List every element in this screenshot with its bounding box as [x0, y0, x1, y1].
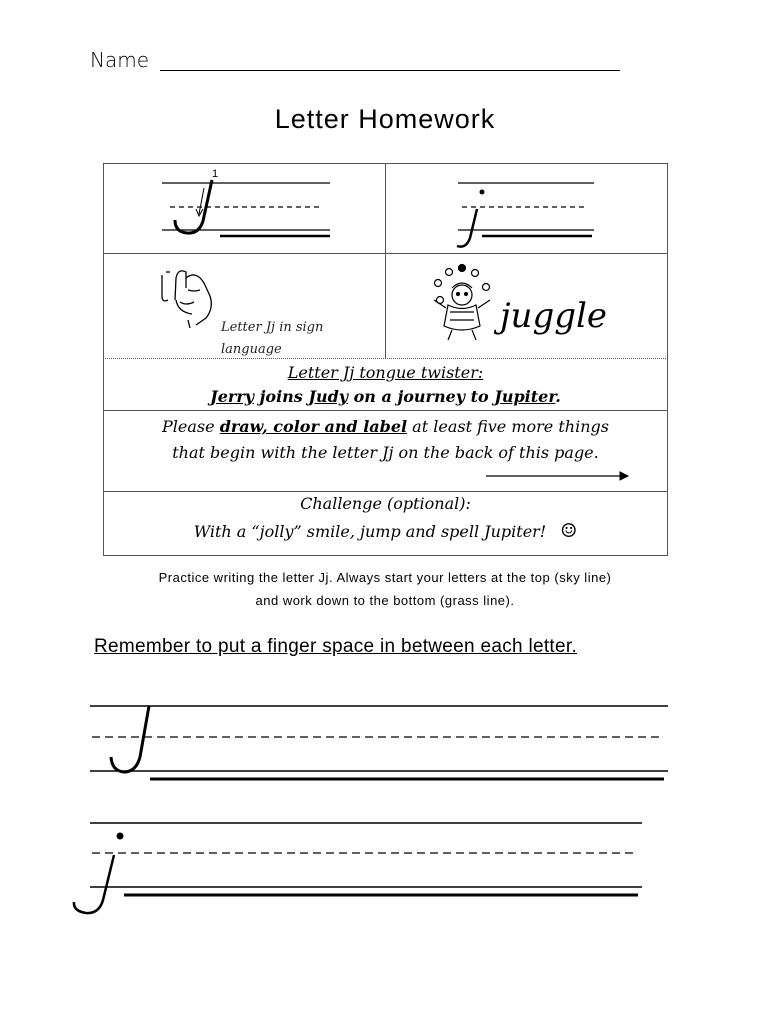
- tt-word: Jerry: [210, 387, 255, 406]
- arrow-right-icon: [486, 472, 628, 480]
- practice-line2: and work down to the bottom (grass line).: [255, 593, 515, 608]
- lowercase-j-model: [457, 183, 594, 247]
- instruction: [103, 414, 668, 466]
- practice-line1: Practice writing the letter Jj. Always start your letters at the top (sky line): [158, 570, 612, 585]
- name-label: Name: [90, 48, 150, 72]
- practice-instructions: [0, 566, 770, 612]
- instruction-pre: Please: [162, 417, 220, 436]
- hand-sign-j-icon: [162, 271, 211, 328]
- page-title: Letter Homework: [274, 104, 496, 134]
- tt-word: Jupiter: [494, 387, 556, 406]
- tt-text: joins: [254, 387, 309, 406]
- tongue-twister: [103, 387, 668, 406]
- picture-word: juggle: [500, 296, 607, 336]
- smiley-icon: ☺: [560, 520, 578, 542]
- juggler-clown-icon: [434, 265, 490, 341]
- stroke-number: 1: [212, 168, 219, 180]
- tt-text: on a journey to: [348, 387, 495, 406]
- reminder: Remember to put a finger space in between each letter.: [94, 636, 578, 657]
- tt-text: .: [555, 387, 561, 406]
- challenge-text: With a “jolly” smile, jump and spell Jupiter!: [193, 522, 547, 541]
- instruction-post: at least five more things: [407, 417, 609, 436]
- tt-word: Judy: [308, 387, 349, 406]
- uppercase-j-model: [162, 180, 330, 236]
- practice-row-uppercase: [90, 706, 668, 779]
- instruction-line2: that begin with the letter Jj on the back of this page.: [172, 443, 599, 462]
- tongue-twister-label: Letter Jj tongue twister:: [287, 363, 484, 382]
- practice-row-lowercase: [74, 823, 642, 913]
- sign-caption: Letter Jj in sign language: [221, 320, 324, 357]
- instruction-emphasis: draw, color and label: [219, 417, 408, 436]
- challenge-label: Challenge (optional):: [300, 494, 471, 513]
- challenge-text-row: [103, 520, 668, 542]
